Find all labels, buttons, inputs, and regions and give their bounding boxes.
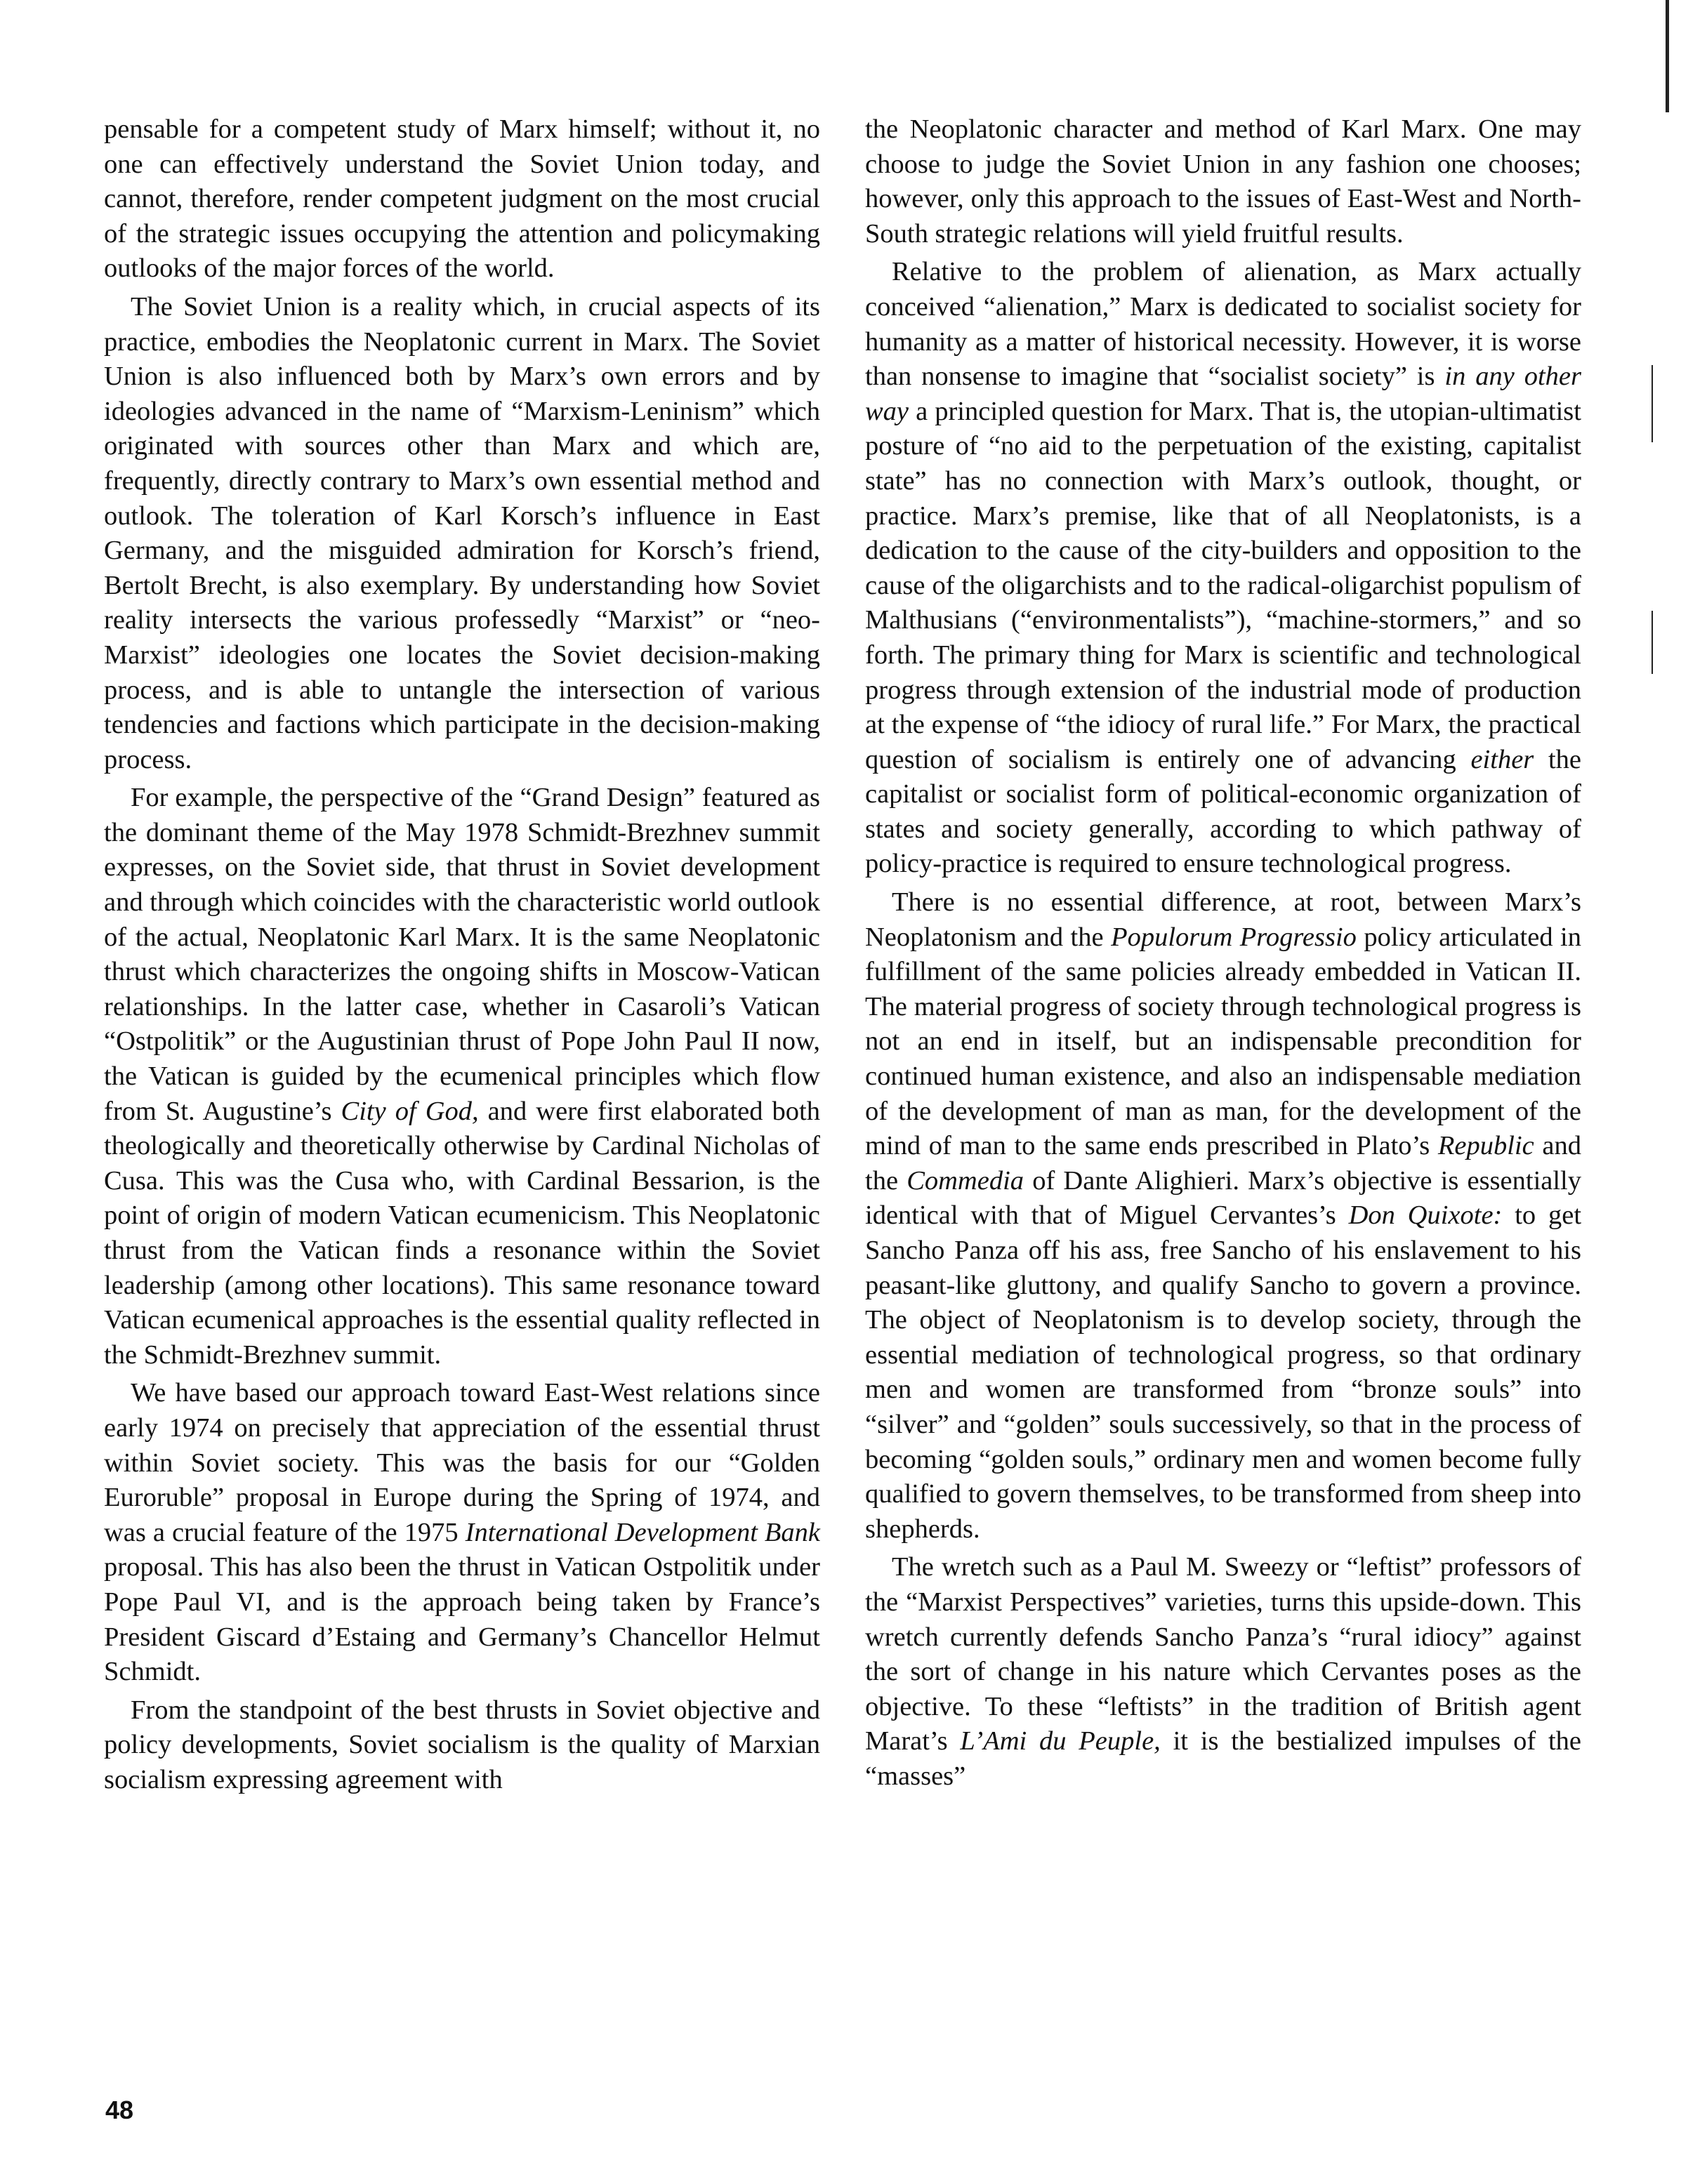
text-segment: and were first elaborated both theologically and theoretically otherwise by Cardinal Nicholas of Cusa. This was the Cusa who, with Cardinal Bessarion, is the point of origin of modern Vatican ecumenicism. This Neoplatonic thrust from the Vatican finds a resonance within the Soviet leadership (among other locations). This same resonance toward Vatican ecumenical approaches is the essential quality reflected in the Schmidt-Brezhnev summit. xyxy=(104,1096,820,1370)
left-column xyxy=(104,112,820,1798)
text-segment: a principled question for Marx. That is, the utopian-ultimatist posture of “no aid to the perpetuation of the existing, capitalist state” has no connection with Marx’s outlook, thought, or practice. Marx’s premise, like that of all Neoplatonists, is a dedication to the cause of the city-builders and opposition to the cause of the oligarchists and to the radical-oligarchist populism of Malthusians (“environmentalists”), “machine-stormers,” and so forth. The primary thing for Marx is scientific and technological progress through extension of the industrial mode of production at the expense of “the idiocy of rural life.” For Marx, the practical question of socialism is entirely one of advancing xyxy=(865,396,1581,774)
italic-text: International Development Bank xyxy=(465,1517,821,1547)
paragraph xyxy=(104,290,820,777)
scan-edge-mark xyxy=(1652,365,1653,442)
text-segment: The wretch such as a Paul M. Sweezy or “leftist” professors of the “Marxist Perspectives” varieties, turns this upside-down. This wretch currently defends Sancho Panza’s “rural idiocy” against the sort of change in his nature which Cervantes poses as the objective. To these “leftists” in the tradition of British agent Marat’s xyxy=(865,1552,1581,1756)
text-segment: pensable for a competent study of Marx himself; without it, no one can effectively understand the Soviet Union today, and cannot, therefore, render competent judgment on the most crucial of the strategic issues occupying the attention and policymaking outlooks of the major forces of the world. xyxy=(104,114,820,284)
page-number: 48 xyxy=(105,2096,134,2124)
scan-edge-mark xyxy=(1652,611,1653,674)
italic-text: Commedia xyxy=(907,1165,1024,1196)
italic-text: Don Quixote: xyxy=(1348,1200,1503,1231)
text-segment: Relative to the problem of alienation, as Marx actually conceived “alienation,” Marx is dedicated to socialist society for humanity as a matter of historical necessity. However, it is worse than nonsense to imagine that “socialist society” is xyxy=(865,257,1581,392)
text-segment: and the xyxy=(865,1131,1582,1196)
text-segment: proposal. This has also been the thrust in Vatican Ostpolitik under Pope Paul VI, and is the approach being taken by France’s President Giscard d’Estaing and Germany’s Chancellor Helmut Schmidt. xyxy=(104,1552,820,1687)
paragraph xyxy=(104,1693,820,1798)
paragraph xyxy=(865,112,1581,251)
paragraph xyxy=(104,781,820,1372)
text-segment: There is no essential difference, at root, between Marx’s Neoplatonism and the xyxy=(865,887,1581,952)
text-segment: to get Sancho Panza off his ass, free Sancho of his enslavement to his peasant-like gluttony, and qualify Sancho to govern a province. The object of Neoplatonism is to develop society, through the essential mediation of technological progress, so that ordinary men and women are transformed from “bronze souls” into “silver” and “golden” souls successively, so that in the process of becoming “golden souls,” ordinary men and women become fully qualified to govern themselves, to be transformed from sheep into shepherds. xyxy=(865,1200,1582,1544)
italic-text: in any other way xyxy=(865,362,1581,426)
paragraph xyxy=(865,1550,1581,1794)
text-segment: We have based our approach toward East-West relations since early 1974 on precisely that appreciation of the essential thrust within Soviet society. This was the basis for our “Golden Euroruble” proposal in Europe during the Spring of 1974, and was a crucial feature of the 1975 xyxy=(104,1378,820,1547)
text-segment: For example, the perspective of the “Grand Design” featured as the dominant theme of the May 1978 Schmidt-Brezhnev summit expresses, on the Soviet side, that thrust in Soviet development and through which coincides with the characteristic world outlook of the actual, Neoplatonic Karl Marx. It is the same Neoplatonic thrust which characterizes the ongoing shifts in Moscow-Vatican relationships. In the latter case, whether in Casaroli’s Vatican “Ostpolitik” or the Augustinian thrust of Pope John Paul II now, the Vatican is guided by the ecumenical principles which flow from St. Augustine’s xyxy=(104,783,820,1126)
paragraph xyxy=(865,255,1581,882)
paragraph xyxy=(104,112,820,286)
text-segment: it is the bestialized impulses of the “masses” xyxy=(865,1726,1581,1791)
text-segment: the capitalist or socialist form of political-economic organization of states and society generally, according to which pathway of policy-practice is required to ensure technological progress. xyxy=(865,744,1581,879)
italic-text: L’Ami du Peuple, xyxy=(960,1726,1161,1756)
italic-text: Republic xyxy=(1437,1131,1534,1161)
italic-text: either xyxy=(1470,744,1534,774)
text-segment: the Neoplatonic character and method of Karl Marx. One may choose to judge the Soviet Union in any fashion one chooses; however, only this approach to the issues of East-West and North-South strategic relations will yield fruitful results. xyxy=(865,114,1581,249)
scan-edge-mark xyxy=(1666,0,1669,112)
italic-text: Populorum Progressio xyxy=(1111,922,1357,952)
text-segment: From the standpoint of the best thrusts in Soviet objective and policy developments, Soviet socialism is the quality of Marxian socialism expressing agreement with xyxy=(104,1695,820,1794)
text-segment: The Soviet Union is a reality which, in crucial aspects of its practice, embodies the Neoplatonic current in Marx. The Soviet Union is also influenced both by Marx’s own errors and by ideologies advanced in the name of “Marxism-Leninism” which originated with sources other than Marx and which are, frequently, directly contrary to Marx’s own essential method and outlook. The toleration of Karl Korsch’s influence in East Germany, and the misguided admiration for Korsch’s friend, Bertolt Brecht, is also exemplary. By understanding how Soviet reality intersects the various professedly “Marxist” or “neo-Marxist” ideologies one locates the Soviet decision-making process, and is able to untangle the intersection of various tendencies and factions which participate in the decision-making process. xyxy=(104,291,820,774)
paragraph xyxy=(104,1376,820,1689)
italic-text: City of God, xyxy=(341,1096,479,1126)
text-segment: policy articulated in fulfillment of the same policies already embedded in Vatican II. The material progress of society through technological progress is not an end in itself, but an indispensable precondition for continued human existence, and also an indispensable mediation of the development of man as man, for the development of the mind of man to the same ends prescribed in Plato’s xyxy=(865,922,1581,1161)
paragraph xyxy=(865,885,1581,1547)
right-column xyxy=(865,112,1581,1794)
text-segment: of Dante Alighieri. Marx’s objective is essentially identical with that of Miguel Cervantes’s xyxy=(865,1165,1581,1231)
